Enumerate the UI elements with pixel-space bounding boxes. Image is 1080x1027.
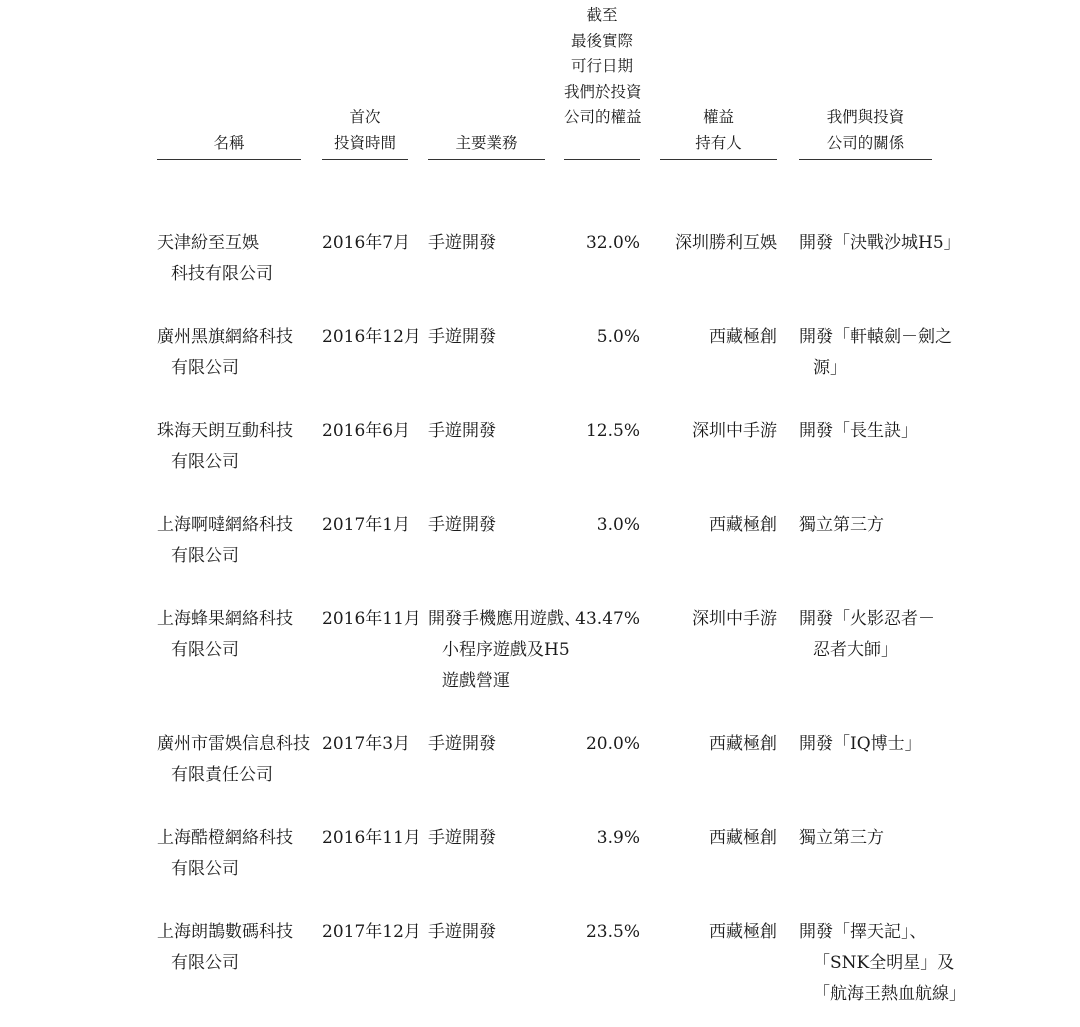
- header-interest-line: 我們於投資: [564, 82, 642, 101]
- business-line: 開發手機應用遊戲、: [428, 609, 581, 629]
- cell-interest: 23.5%: [585, 922, 640, 942]
- relationship-line: 開發「IQ博士」: [799, 734, 922, 754]
- name-line: 有限公司: [171, 859, 239, 879]
- cell-holder: 西藏極創: [709, 922, 777, 942]
- header-rule: [660, 159, 777, 160]
- name-line: 有限公司: [171, 953, 239, 973]
- cell-business: [428, 228, 496, 259]
- name-line: 科技有限公司: [171, 264, 273, 284]
- cell-relationship: [799, 228, 961, 259]
- name-line: 上海蜂果網絡科技: [157, 609, 293, 629]
- header-name: [157, 131, 301, 157]
- cell-date: 2016年11月: [322, 828, 421, 848]
- cell-date: 2017年12月: [322, 922, 421, 942]
- business-line: 手遊開發: [428, 734, 496, 754]
- cell-business: [428, 823, 496, 854]
- cell-date: 2016年12月: [322, 327, 421, 347]
- name-line: 有限公司: [171, 452, 239, 472]
- header-main-business-line: 主要業務: [455, 134, 518, 152]
- cell-holder: 深圳勝利互娛: [675, 233, 777, 253]
- cell-holder: 深圳中手游: [692, 421, 777, 441]
- cell-holder: 西藏極創: [709, 515, 777, 535]
- relationship-line: 「SNK全明星」及: [813, 953, 955, 973]
- name-line: 上海朗鵲數碼科技: [157, 922, 293, 942]
- cell-holder: 深圳中手游: [692, 609, 777, 629]
- header-rule: [157, 159, 301, 160]
- business-line: 手遊開發: [428, 922, 496, 942]
- cell-relationship: [799, 416, 918, 447]
- cell-name: [157, 604, 293, 666]
- cell-business: [428, 604, 581, 697]
- header-first-investment: [322, 105, 408, 156]
- business-line: 手遊開發: [428, 233, 496, 253]
- cell-holder: 西藏極創: [709, 734, 777, 754]
- cell-business: [428, 416, 496, 447]
- header-rule: [428, 159, 545, 160]
- relationship-line: 開發「擇天記」、: [799, 922, 927, 942]
- cell-name: [157, 228, 273, 290]
- cell-business: [428, 917, 496, 948]
- business-line: 遊戲營運: [442, 671, 510, 691]
- cell-interest: 3.9%: [596, 828, 640, 848]
- relationship-line: 源」: [813, 358, 847, 378]
- cell-date: 2016年11月: [322, 609, 421, 629]
- name-line: 上海啊噠網絡科技: [157, 515, 293, 535]
- name-line: 廣州黑旗網絡科技: [157, 327, 293, 347]
- header-interest-line: 可行日期: [570, 57, 633, 75]
- cell-name: [157, 416, 293, 478]
- name-line: 有限責任公司: [171, 765, 273, 785]
- header-rule: [799, 159, 932, 160]
- cell-business: [428, 322, 496, 353]
- business-line: 手遊開發: [428, 421, 496, 441]
- header-first-investment-line: 投資時間: [333, 133, 396, 152]
- header-first-investment-line: 首次: [349, 108, 381, 126]
- header-holder-line: 權益: [702, 108, 734, 126]
- header-holder-line: 持有人: [695, 133, 742, 152]
- name-line: 天津紛至互娛: [157, 233, 259, 253]
- name-line: 有限公司: [171, 546, 239, 566]
- cell-name: [157, 510, 293, 572]
- relationship-line: 開發「軒轅劍－劍之: [799, 327, 952, 347]
- header-interest-line: 截至: [586, 6, 618, 24]
- cell-name: [157, 823, 293, 885]
- relationship-line: 獨立第三方: [799, 515, 884, 535]
- relationship-line: 開發「決戰沙城H5」: [799, 233, 961, 253]
- cell-relationship: [799, 510, 884, 541]
- relationship-line: 「航海王熱血航線」: [813, 984, 966, 1004]
- name-line: 有限公司: [171, 640, 239, 660]
- header-holder: [660, 105, 777, 156]
- business-line: 手遊開發: [428, 327, 496, 347]
- business-line: 小程序遊戲及H5: [442, 640, 570, 660]
- relationship-line: 開發「長生訣」: [799, 421, 918, 441]
- relationship-line: 忍者大師」: [813, 640, 898, 660]
- name-line: 上海酷橙網絡科技: [157, 828, 293, 848]
- header-interest-line: 公司的權益: [564, 108, 642, 126]
- name-line: 廣州市雷娛信息科技: [157, 734, 310, 754]
- cell-relationship: [799, 823, 884, 854]
- cell-relationship: [799, 729, 922, 760]
- cell-date: 2017年1月: [322, 515, 411, 535]
- header-rule: [322, 159, 408, 160]
- cell-relationship: [799, 322, 952, 384]
- header-interest-line: 最後實際: [570, 31, 633, 50]
- cell-holder: 西藏極創: [709, 327, 777, 347]
- relationship-line: 開發「火影忍者－: [799, 609, 935, 629]
- cell-relationship: [799, 917, 966, 1010]
- name-line: 有限公司: [171, 358, 239, 378]
- cell-name: [157, 917, 293, 979]
- business-line: 手遊開發: [428, 828, 496, 848]
- cell-interest: 12.5%: [585, 421, 640, 441]
- cell-date: 2016年7月: [322, 233, 411, 253]
- cell-name: [157, 322, 293, 384]
- header-name-line: 名稱: [213, 134, 245, 152]
- header-main-business: [428, 131, 545, 157]
- header-rule: [564, 159, 640, 160]
- relationship-line: 獨立第三方: [799, 828, 884, 848]
- cell-interest: 3.0%: [596, 515, 640, 535]
- cell-business: [428, 510, 496, 541]
- cell-interest: 32.0%: [585, 233, 640, 253]
- cell-relationship: [799, 604, 935, 666]
- name-line: 珠海天朗互動科技: [157, 421, 293, 441]
- cell-interest: 20.0%: [585, 734, 640, 754]
- cell-date: 2016年6月: [322, 421, 411, 441]
- header-interest: [564, 3, 640, 131]
- cell-date: 2017年3月: [322, 734, 411, 754]
- header-relationship-line: 公司的關係: [826, 133, 905, 152]
- cell-interest: 43.47%: [575, 609, 640, 629]
- cell-name: [157, 729, 310, 791]
- business-line: 手遊開發: [428, 515, 496, 535]
- header-relationship-line: 我們與投資: [826, 108, 905, 126]
- cell-interest: 5.0%: [596, 327, 640, 347]
- cell-business: [428, 729, 496, 760]
- cell-holder: 西藏極創: [709, 828, 777, 848]
- header-relationship: [799, 105, 932, 156]
